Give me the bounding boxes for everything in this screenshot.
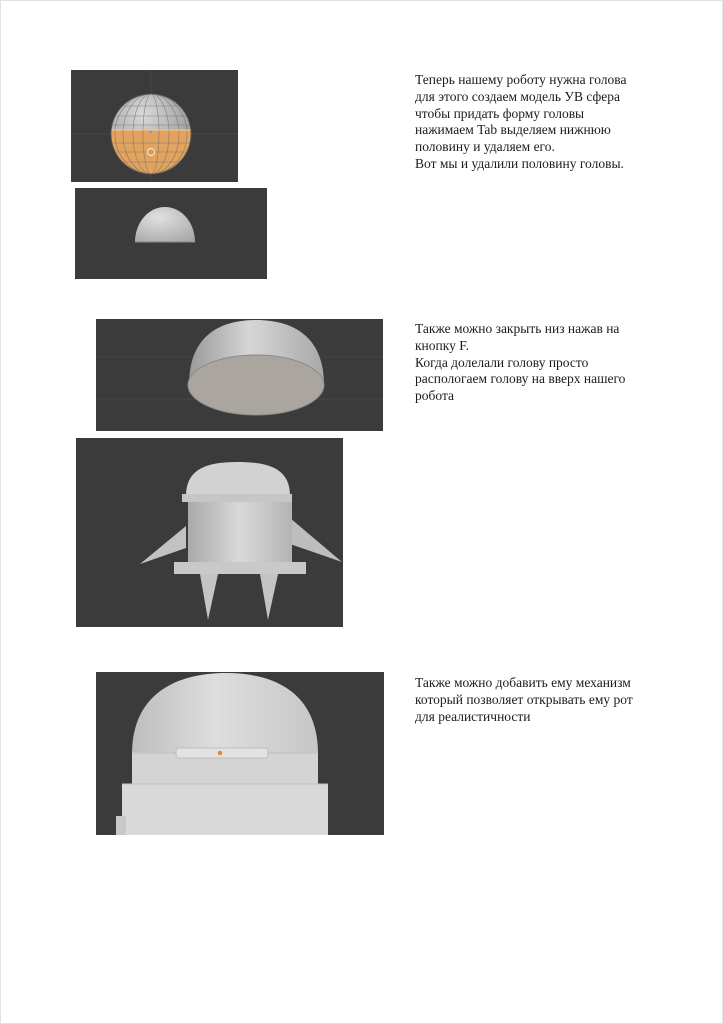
half-sphere	[135, 207, 195, 242]
robot-base	[174, 562, 306, 574]
paragraph-line: Также можно добавить ему механизм	[415, 675, 631, 690]
half-sphere-screenshot	[75, 188, 267, 279]
uv-sphere-screenshot	[71, 70, 238, 182]
paragraph-line: чтобы придать форму головы	[415, 105, 585, 121]
filled-bottom-screenshot	[96, 319, 383, 431]
paragraph-line: который позволяет открывать ему рот	[415, 691, 633, 707]
sphere-selected-bottom	[109, 130, 193, 176]
paragraph-line: для реалистичности	[415, 708, 531, 724]
body-top	[122, 784, 328, 835]
half-sphere-drawing	[75, 188, 267, 279]
paragraph-line: распологаем голову на вверх нашего	[415, 371, 626, 387]
filled-bottom-drawing	[96, 319, 383, 431]
right-wing	[290, 518, 342, 562]
paragraph-line: для этого создаем модель УВ сфера	[415, 88, 620, 104]
robot-head	[186, 462, 290, 496]
robot-body	[188, 502, 292, 562]
paragraph-line: кнопку F.	[415, 337, 470, 353]
mouth-mechanism-drawing	[96, 672, 384, 835]
uv-sphere-drawing	[71, 70, 238, 182]
left-leg	[200, 574, 218, 620]
paragraph-line: нажимаем Tab выделяем нижнюю	[415, 122, 611, 138]
paragraph-3	[415, 675, 670, 725]
paragraph-2	[415, 321, 670, 405]
left-wing	[140, 526, 186, 564]
paragraph-line: Теперь нашему роботу нужна голова	[415, 72, 627, 87]
paragraph-line: Также можно закрыть низ нажав на	[415, 321, 620, 336]
right-leg	[260, 574, 278, 620]
paragraph-line: половину и удаляем его.	[415, 139, 555, 155]
paragraph-1	[415, 72, 670, 173]
head-dome	[132, 673, 318, 754]
robot-drawing	[76, 438, 343, 627]
paragraph-line: Вот мы и удалили половину головы.	[415, 155, 624, 171]
robot-screenshot	[76, 438, 343, 627]
hinge-origin	[218, 751, 222, 755]
mouth-mechanism-screenshot	[96, 672, 384, 835]
paragraph-line: робота	[415, 388, 454, 404]
paragraph-line: Когда долелали голову просто	[415, 354, 589, 370]
